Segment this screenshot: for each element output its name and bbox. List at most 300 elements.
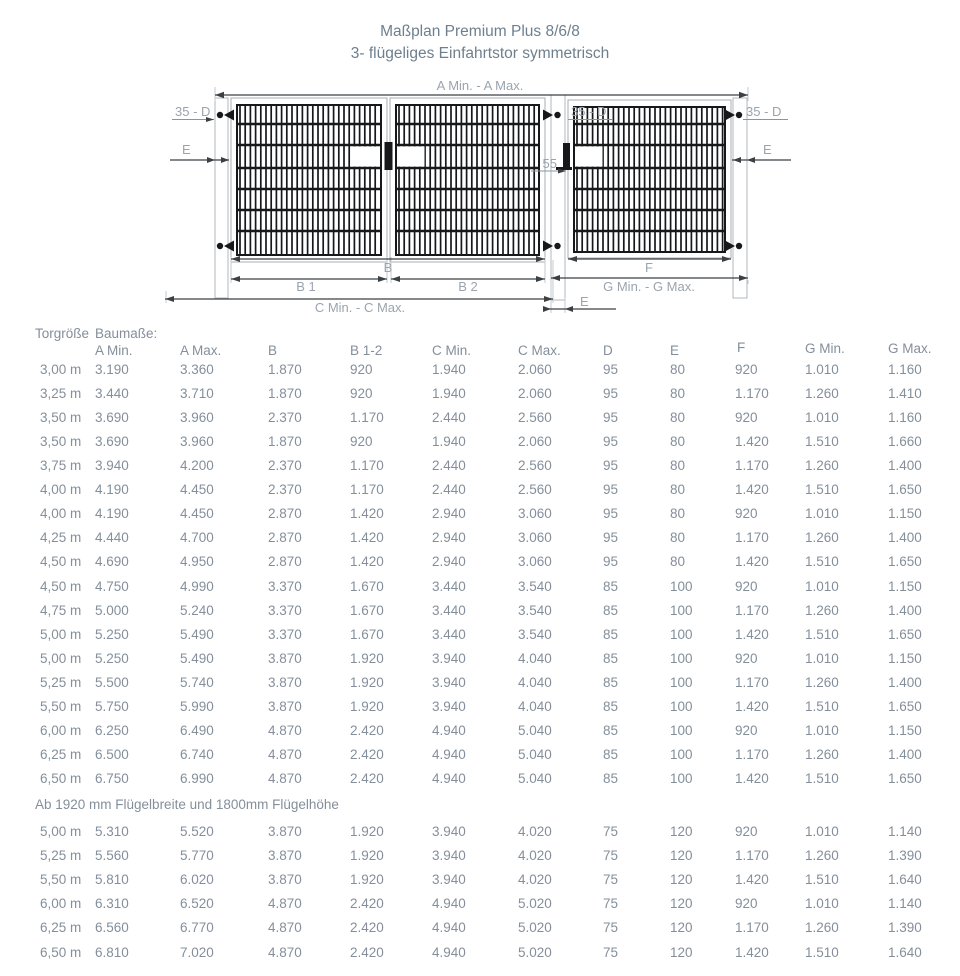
cell-e: 80	[670, 482, 686, 498]
cell-b1-2: 1.170	[350, 458, 384, 474]
cell-b1-2: 2.420	[350, 896, 384, 912]
cell-g-min: 1.260	[805, 530, 839, 546]
cell-d: 85	[603, 650, 619, 666]
cell-a-max: 5.740	[180, 674, 214, 690]
cell-g-max: 1.150	[888, 578, 922, 594]
cell-d: 95	[603, 386, 619, 402]
table-row	[0, 458, 960, 482]
cell-g-max: 1.140	[888, 896, 922, 912]
cell-b: 3.370	[268, 602, 302, 618]
cell-d: 85	[603, 578, 619, 594]
cell-f: 920	[735, 650, 758, 666]
cell-g-max: 1.160	[888, 410, 922, 426]
cell-torgroesse: 6,50 m	[40, 771, 82, 787]
cell-torgroesse: 4,75 m	[40, 602, 82, 618]
cell-b: 3.370	[268, 626, 302, 642]
cell-a-min: 5.250	[95, 650, 129, 666]
table-row	[0, 579, 960, 603]
cell-f: 1.170	[735, 746, 769, 762]
cell-a-min: 6.250	[95, 722, 129, 738]
col-header-f: F	[737, 340, 746, 355]
dim-label-d-right: 35 - D	[746, 104, 782, 119]
cell-c-min: 4.940	[432, 722, 466, 738]
dim-label-f: F	[645, 260, 653, 275]
cell-c-max: 4.020	[518, 848, 552, 864]
cell-c-min: 3.440	[432, 602, 466, 618]
cell-b: 3.370	[268, 578, 302, 594]
cell-c-min: 4.940	[432, 896, 466, 912]
cell-torgroesse: 3,75 m	[40, 458, 82, 474]
cell-a-max: 4.950	[180, 554, 214, 570]
cell-a-max: 4.700	[180, 530, 214, 546]
cell-c-max: 2.560	[518, 482, 552, 498]
cell-a-max: 6.990	[180, 771, 214, 787]
cell-e: 100	[670, 771, 693, 787]
cell-torgroesse: 5,00 m	[40, 650, 82, 666]
cell-e: 100	[670, 650, 693, 666]
cell-c-max: 5.040	[518, 771, 552, 787]
cell-a-min: 3.690	[95, 410, 129, 426]
right-post	[733, 98, 747, 298]
cell-e: 100	[670, 674, 693, 690]
cell-a-max: 6.490	[180, 722, 214, 738]
cell-g-max: 1.640	[888, 872, 922, 888]
table-row	[0, 872, 960, 896]
cell-b1-2: 1.670	[350, 602, 384, 618]
cell-d: 85	[603, 626, 619, 642]
cell-f: 1.170	[735, 386, 769, 402]
cell-torgroesse: 6,25 m	[40, 746, 82, 762]
cell-d: 95	[603, 410, 619, 426]
cell-a-min: 3.940	[95, 458, 129, 474]
cell-f: 920	[735, 896, 758, 912]
cell-a-max: 4.990	[180, 578, 214, 594]
cell-c-min: 3.940	[432, 848, 466, 864]
page-title	[0, 21, 960, 65]
cell-e: 120	[670, 872, 693, 888]
table-row	[0, 675, 960, 699]
cell-f: 1.170	[735, 920, 769, 936]
cell-torgroesse: 5,50 m	[40, 698, 82, 714]
cell-torgroesse: 6,50 m	[40, 944, 82, 960]
table-row	[0, 824, 960, 848]
cell-b: 4.870	[268, 771, 302, 787]
cell-torgroesse: 3,50 m	[40, 434, 82, 450]
cell-a-max: 3.710	[180, 386, 214, 402]
table-row	[0, 530, 960, 554]
cell-torgroesse: 4,00 m	[40, 482, 82, 498]
cell-b1-2: 920	[350, 362, 373, 377]
cell-c-min: 4.940	[432, 944, 466, 960]
cell-g-max: 1.400	[888, 458, 922, 474]
cell-c-max: 2.060	[518, 386, 552, 402]
cell-g-max: 1.150	[888, 506, 922, 522]
cell-d: 85	[603, 771, 619, 787]
cell-f: 1.420	[735, 482, 769, 498]
cell-e: 100	[670, 578, 693, 594]
cell-c-max: 4.040	[518, 698, 552, 714]
cell-b: 4.870	[268, 722, 302, 738]
cell-a-max: 5.990	[180, 698, 214, 714]
cell-g-max: 1.660	[888, 434, 922, 450]
cell-f: 1.420	[735, 626, 769, 642]
cell-e: 80	[670, 434, 686, 450]
cell-b: 2.370	[268, 482, 302, 498]
cell-b: 2.870	[268, 554, 302, 570]
cell-e: 80	[670, 386, 686, 402]
wing-3-lock-icon	[563, 143, 570, 169]
cell-b: 1.870	[268, 386, 302, 402]
cell-b1-2: 1.420	[350, 554, 384, 570]
cell-g-min: 1.260	[805, 746, 839, 762]
cell-torgroesse: 5,00 m	[40, 824, 82, 839]
cell-c-max: 3.540	[518, 626, 552, 642]
gate-technical-drawing	[0, 70, 960, 322]
dim-label-e-right: E	[763, 142, 772, 157]
cell-f: 1.420	[735, 944, 769, 960]
cell-g-min: 1.260	[805, 458, 839, 474]
cell-b1-2: 1.420	[350, 506, 384, 522]
cell-c-max: 4.040	[518, 674, 552, 690]
cell-g-min: 1.510	[805, 944, 839, 960]
cell-c-max: 5.020	[518, 944, 552, 960]
cell-f: 920	[735, 506, 758, 522]
cell-a-min: 3.190	[95, 362, 129, 377]
cell-f: 920	[735, 410, 758, 426]
cell-b: 4.870	[268, 944, 302, 960]
cell-g-min: 1.260	[805, 386, 839, 402]
cell-c-min: 2.940	[432, 530, 466, 546]
cell-torgroesse: 4,50 m	[40, 554, 82, 570]
cell-c-min: 3.440	[432, 626, 466, 642]
cell-b1-2: 2.420	[350, 920, 384, 936]
cell-d: 95	[603, 482, 619, 498]
cell-b: 3.870	[268, 872, 302, 888]
title-line-1: Maßplan Premium Plus 8/6/8	[380, 23, 580, 40]
table-row	[0, 651, 960, 675]
cell-b: 1.870	[268, 362, 302, 377]
cell-g-max: 1.390	[888, 848, 922, 864]
cell-g-max: 1.400	[888, 674, 922, 690]
cell-a-max: 4.450	[180, 482, 214, 498]
cell-d: 75	[603, 848, 619, 864]
cell-c-max: 4.040	[518, 650, 552, 666]
dim-label-g: G Min. - G Max.	[603, 279, 695, 294]
cell-a-min: 6.810	[95, 944, 129, 960]
table-row	[0, 896, 960, 920]
cell-c-min: 2.940	[432, 506, 466, 522]
cell-b1-2: 1.920	[350, 872, 384, 888]
cell-b1-2: 1.920	[350, 650, 384, 666]
dim-label-e-bottom: E	[580, 294, 589, 309]
cell-a-min: 4.690	[95, 554, 129, 570]
cell-b: 3.870	[268, 848, 302, 864]
table-row	[0, 506, 960, 530]
cell-e: 100	[670, 722, 693, 738]
cell-g-min: 1.010	[805, 824, 839, 839]
cell-b: 2.370	[268, 410, 302, 426]
cell-a-max: 4.200	[180, 458, 214, 474]
table-row	[0, 920, 960, 944]
cell-a-min: 4.190	[95, 482, 129, 498]
cell-torgroesse: 3,50 m	[40, 410, 82, 426]
cell-d: 85	[603, 722, 619, 738]
cell-g-min: 1.010	[805, 650, 839, 666]
gate-mesh	[237, 105, 725, 255]
cell-a-max: 5.520	[180, 824, 214, 839]
cell-torgroesse: 4,25 m	[40, 530, 82, 546]
cell-d: 95	[603, 362, 619, 377]
cell-e: 100	[670, 698, 693, 714]
cell-g-min: 1.260	[805, 602, 839, 618]
cell-a-min: 4.440	[95, 530, 129, 546]
cell-d: 85	[603, 698, 619, 714]
cell-g-min: 1.510	[805, 554, 839, 570]
wing-1-frame	[231, 98, 387, 262]
cell-g-max: 1.650	[888, 771, 922, 787]
cell-b1-2: 1.920	[350, 848, 384, 864]
cell-g-max: 1.650	[888, 554, 922, 570]
cell-a-min: 3.440	[95, 386, 129, 402]
cell-g-min: 1.510	[805, 698, 839, 714]
center-lock-icon	[385, 142, 393, 170]
cell-c-max: 4.020	[518, 824, 552, 839]
cell-f: 1.420	[735, 434, 769, 450]
cell-c-min: 2.940	[432, 554, 466, 570]
cell-e: 100	[670, 746, 693, 762]
cell-c-min: 3.940	[432, 872, 466, 888]
cell-b1-2: 2.420	[350, 771, 384, 787]
table-row	[0, 627, 960, 651]
cell-c-min: 3.440	[432, 578, 466, 594]
cell-b: 4.870	[268, 746, 302, 762]
cell-g-max: 1.410	[888, 386, 922, 402]
cell-torgroesse: 5,50 m	[40, 872, 82, 888]
cell-c-max: 5.020	[518, 920, 552, 936]
cell-d: 75	[603, 944, 619, 960]
cell-c-max: 2.560	[518, 458, 552, 474]
col-header-b1-2: B 1-2	[350, 343, 383, 358]
cell-g-min: 1.260	[805, 674, 839, 690]
cell-c-max: 3.060	[518, 506, 552, 522]
cell-d: 85	[603, 602, 619, 618]
cell-e: 120	[670, 896, 693, 912]
cell-g-max: 1.400	[888, 530, 922, 546]
cell-a-min: 6.560	[95, 920, 129, 936]
cell-e: 80	[670, 506, 686, 522]
cell-g-max: 1.160	[888, 362, 922, 377]
cell-g-max: 1.150	[888, 722, 922, 738]
cell-b: 2.870	[268, 530, 302, 546]
cell-e: 80	[670, 362, 686, 377]
cell-b: 2.370	[268, 458, 302, 474]
cell-c-min: 4.940	[432, 920, 466, 936]
cell-a-min: 4.750	[95, 578, 129, 594]
cell-b1-2: 920	[350, 434, 373, 450]
cell-b1-2: 1.420	[350, 530, 384, 546]
cell-b: 4.870	[268, 896, 302, 912]
cell-f: 920	[735, 722, 758, 738]
cell-d: 95	[603, 506, 619, 522]
cell-b1-2: 1.170	[350, 482, 384, 498]
cell-e: 100	[670, 602, 693, 618]
col-header-e: E	[670, 343, 680, 358]
table-row	[0, 771, 960, 795]
cell-a-max: 4.450	[180, 506, 214, 522]
cell-c-max: 3.060	[518, 530, 552, 546]
table-row	[0, 386, 960, 410]
cell-c-min: 3.940	[432, 698, 466, 714]
cell-b1-2: 920	[350, 386, 373, 402]
cell-torgroesse: 4,50 m	[40, 578, 82, 594]
title-line-2: 3- flügeliges Einfahrtstor symmetrisch	[350, 45, 610, 62]
cell-f: 1.170	[735, 458, 769, 474]
cell-g-min: 1.010	[805, 722, 839, 738]
table-row	[0, 482, 960, 506]
cell-d: 95	[603, 458, 619, 474]
cell-c-max: 3.060	[518, 554, 552, 570]
cell-d: 85	[603, 746, 619, 762]
cell-a-max: 5.770	[180, 848, 214, 864]
cell-a-max: 3.360	[180, 362, 214, 377]
wing-2-frame	[390, 98, 545, 262]
cell-b: 4.870	[268, 920, 302, 936]
left-post	[215, 98, 228, 298]
cell-torgroesse: 5,25 m	[40, 674, 82, 690]
col-header-g-max: G Max.	[888, 341, 932, 356]
cell-g-max: 1.150	[888, 650, 922, 666]
table-row	[0, 362, 960, 386]
cell-c-max: 4.020	[518, 872, 552, 888]
cell-f: 1.170	[735, 602, 769, 618]
cell-b: 3.870	[268, 650, 302, 666]
cell-a-min: 3.690	[95, 434, 129, 450]
group-header-baumasse: Baumaße:	[95, 326, 158, 341]
cell-a-max: 6.740	[180, 746, 214, 762]
dim-label-d-mid: 35 - D	[571, 104, 607, 119]
table-row	[0, 603, 960, 627]
cell-a-min: 5.000	[95, 602, 129, 618]
cell-a-min: 5.250	[95, 626, 129, 642]
table-row	[0, 410, 960, 434]
col-header-g-min: G Min.	[805, 341, 845, 356]
table-row	[0, 945, 960, 969]
cell-e: 80	[670, 410, 686, 426]
cell-torgroesse: 6,00 m	[40, 896, 82, 912]
cell-g-max: 1.390	[888, 920, 922, 936]
cell-b: 3.870	[268, 824, 302, 839]
cell-e: 100	[670, 626, 693, 642]
table-row	[0, 554, 960, 578]
cell-g-min: 1.010	[805, 896, 839, 912]
cell-a-max: 6.520	[180, 896, 214, 912]
cell-g-min: 1.010	[805, 506, 839, 522]
cell-a-min: 5.310	[95, 824, 129, 839]
cell-g-min: 1.510	[805, 771, 839, 787]
cell-b: 2.870	[268, 506, 302, 522]
cell-torgroesse: 5,00 m	[40, 626, 82, 642]
cell-b1-2: 1.670	[350, 578, 384, 594]
cell-c-min: 3.940	[432, 824, 466, 839]
cell-g-min: 1.510	[805, 434, 839, 450]
cell-g-min: 1.510	[805, 626, 839, 642]
cell-c-max: 2.560	[518, 410, 552, 426]
cell-f: 1.170	[735, 674, 769, 690]
cell-torgroesse: 3,25 m	[40, 386, 82, 402]
cell-torgroesse: 3,00 m	[40, 362, 82, 377]
cell-c-max: 5.020	[518, 896, 552, 912]
cell-b1-2: 1.920	[350, 674, 384, 690]
col-header-c-max: C Max.	[518, 343, 561, 358]
cell-a-max: 5.490	[180, 626, 214, 642]
cell-b: 3.870	[268, 698, 302, 714]
cell-f: 1.420	[735, 771, 769, 787]
cell-torgroesse: 6,00 m	[40, 722, 82, 738]
cell-c-min: 1.940	[432, 386, 466, 402]
dim-label-e-left: E	[182, 142, 191, 157]
cell-c-min: 4.940	[432, 771, 466, 787]
dim-label-55: 55	[542, 156, 557, 171]
cell-b1-2: 1.920	[350, 824, 384, 839]
cell-f: 1.420	[735, 554, 769, 570]
cell-torgroesse: 5,25 m	[40, 848, 82, 864]
cell-c-max: 3.540	[518, 602, 552, 618]
cell-a-min: 6.500	[95, 746, 129, 762]
cell-c-max: 3.540	[518, 578, 552, 594]
cell-c-min: 4.940	[432, 746, 466, 762]
col-header-a-min: A Min.	[95, 343, 133, 358]
cell-g-max: 1.400	[888, 746, 922, 762]
cell-a-max: 5.490	[180, 650, 214, 666]
cell-a-min: 5.810	[95, 872, 129, 888]
cell-d: 85	[603, 674, 619, 690]
cell-b1-2: 2.420	[350, 944, 384, 960]
cell-d: 75	[603, 896, 619, 912]
cell-g-min: 1.010	[805, 362, 839, 377]
cell-g-min: 1.010	[805, 410, 839, 426]
cell-f: 920	[735, 362, 758, 377]
cell-b: 1.870	[268, 434, 302, 450]
cell-g-min: 1.260	[805, 848, 839, 864]
cell-d: 95	[603, 530, 619, 546]
cell-a-min: 6.310	[95, 896, 129, 912]
cell-c-max: 2.060	[518, 434, 552, 450]
cell-c-min: 2.440	[432, 482, 466, 498]
table-row	[0, 848, 960, 872]
cell-b1-2: 2.420	[350, 746, 384, 762]
cell-a-max: 5.240	[180, 602, 214, 618]
cell-g-max: 1.140	[888, 824, 922, 839]
cell-b1-2: 2.420	[350, 722, 384, 738]
cell-torgroesse: 6,25 m	[40, 920, 82, 936]
dim-label-d-left: 35 - D	[175, 104, 211, 119]
cell-a-max: 6.020	[180, 872, 214, 888]
table-row	[0, 747, 960, 771]
cell-c-max: 5.040	[518, 722, 552, 738]
cell-a-max: 3.960	[180, 434, 214, 450]
cell-f: 1.170	[735, 848, 769, 864]
cell-c-min: 2.440	[432, 410, 466, 426]
cell-d: 95	[603, 554, 619, 570]
section-note: Ab 1920 mm Flügelbreite und 1800mm Flügelhöhe	[35, 797, 339, 812]
cell-e: 120	[670, 824, 693, 839]
cell-d: 75	[603, 920, 619, 936]
cell-e: 80	[670, 530, 686, 546]
cell-b1-2: 1.670	[350, 626, 384, 642]
cell-g-min: 1.510	[805, 872, 839, 888]
cell-g-max: 1.400	[888, 602, 922, 618]
cell-f: 1.170	[735, 530, 769, 546]
